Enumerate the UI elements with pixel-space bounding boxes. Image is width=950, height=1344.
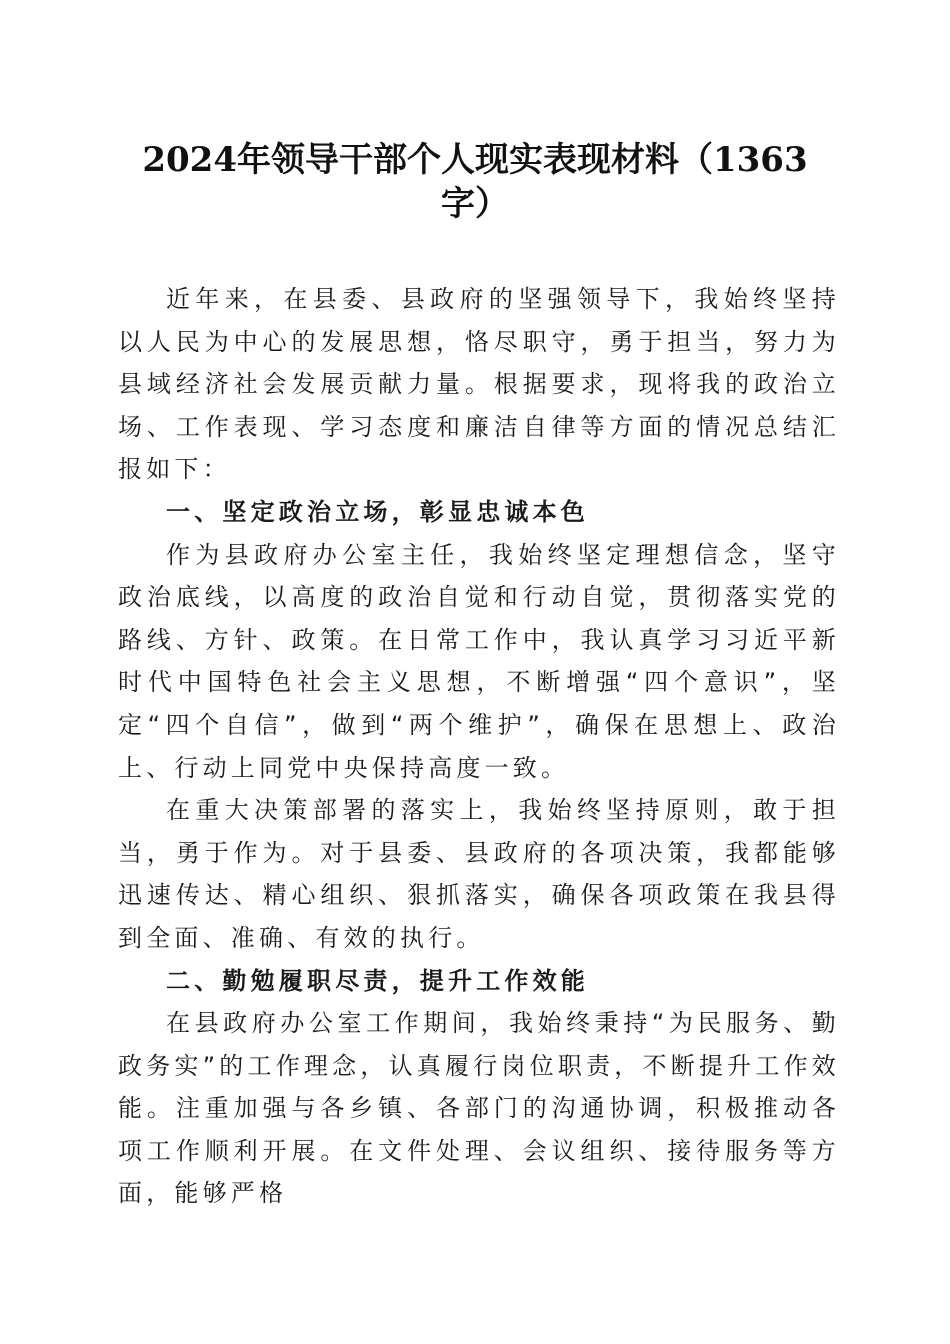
paragraph-intro: 近年来，在县委、县政府的坚强领导下，我始终坚持以人民为中心的发展思想，恪尽职守，勇于担当，努力为县域经济社会发展贡献力量。根据要求，现将我的政治立场、工作表现、学习态度和廉洁自律等方面的情况总结汇报如下： bbox=[118, 285, 840, 484]
document-title bbox=[0, 138, 950, 226]
paragraph-political-stance: 作为县政府办公室主任，我始终坚定理想信念，坚守政治底线，以高度的政治自觉和行动自觉，贯彻落实党的路线、方针、政策。在日常工作中，我认真学习习近平新时代中国特色社会主义思想，不断增强“四个意识”，坚定“四个自信”，做到“两个维护”，确保在思想上、政治上、行动上同党中央保持高度一致。 bbox=[118, 540, 840, 782]
paragraph-work-performance: 在县政府办公室工作期间，我始终秉持“为民服务、勤政务实”的工作理念，认真履行岗位职责，不断提升工作效能。注重加强与各乡镇、各部门的沟通协调，积极推动各项工作顺利开展。在文件处理、会议组织、接待服务等方面，能够严格 bbox=[118, 1009, 840, 1208]
paragraph-decision-implementation: 在重大决策部署的落实上，我始终坚持原则，敢于担当，勇于作为。对于县委、县政府的各项决策，我都能够迅速传达、精心组织、狠抓落实，确保各项政策在我县得到全面、准确、有效的执行。 bbox=[118, 796, 840, 952]
title-line-1: 2024年领导干部个人现实表现材料（1363 bbox=[142, 140, 808, 180]
document-body bbox=[118, 278, 840, 1215]
title-line-2: 字） bbox=[441, 184, 509, 224]
section-heading-1: 一、坚定政治立场，彰显忠诚本色 bbox=[166, 497, 589, 526]
section-heading-2: 二、勤勉履职尽责，提升工作效能 bbox=[166, 966, 589, 995]
